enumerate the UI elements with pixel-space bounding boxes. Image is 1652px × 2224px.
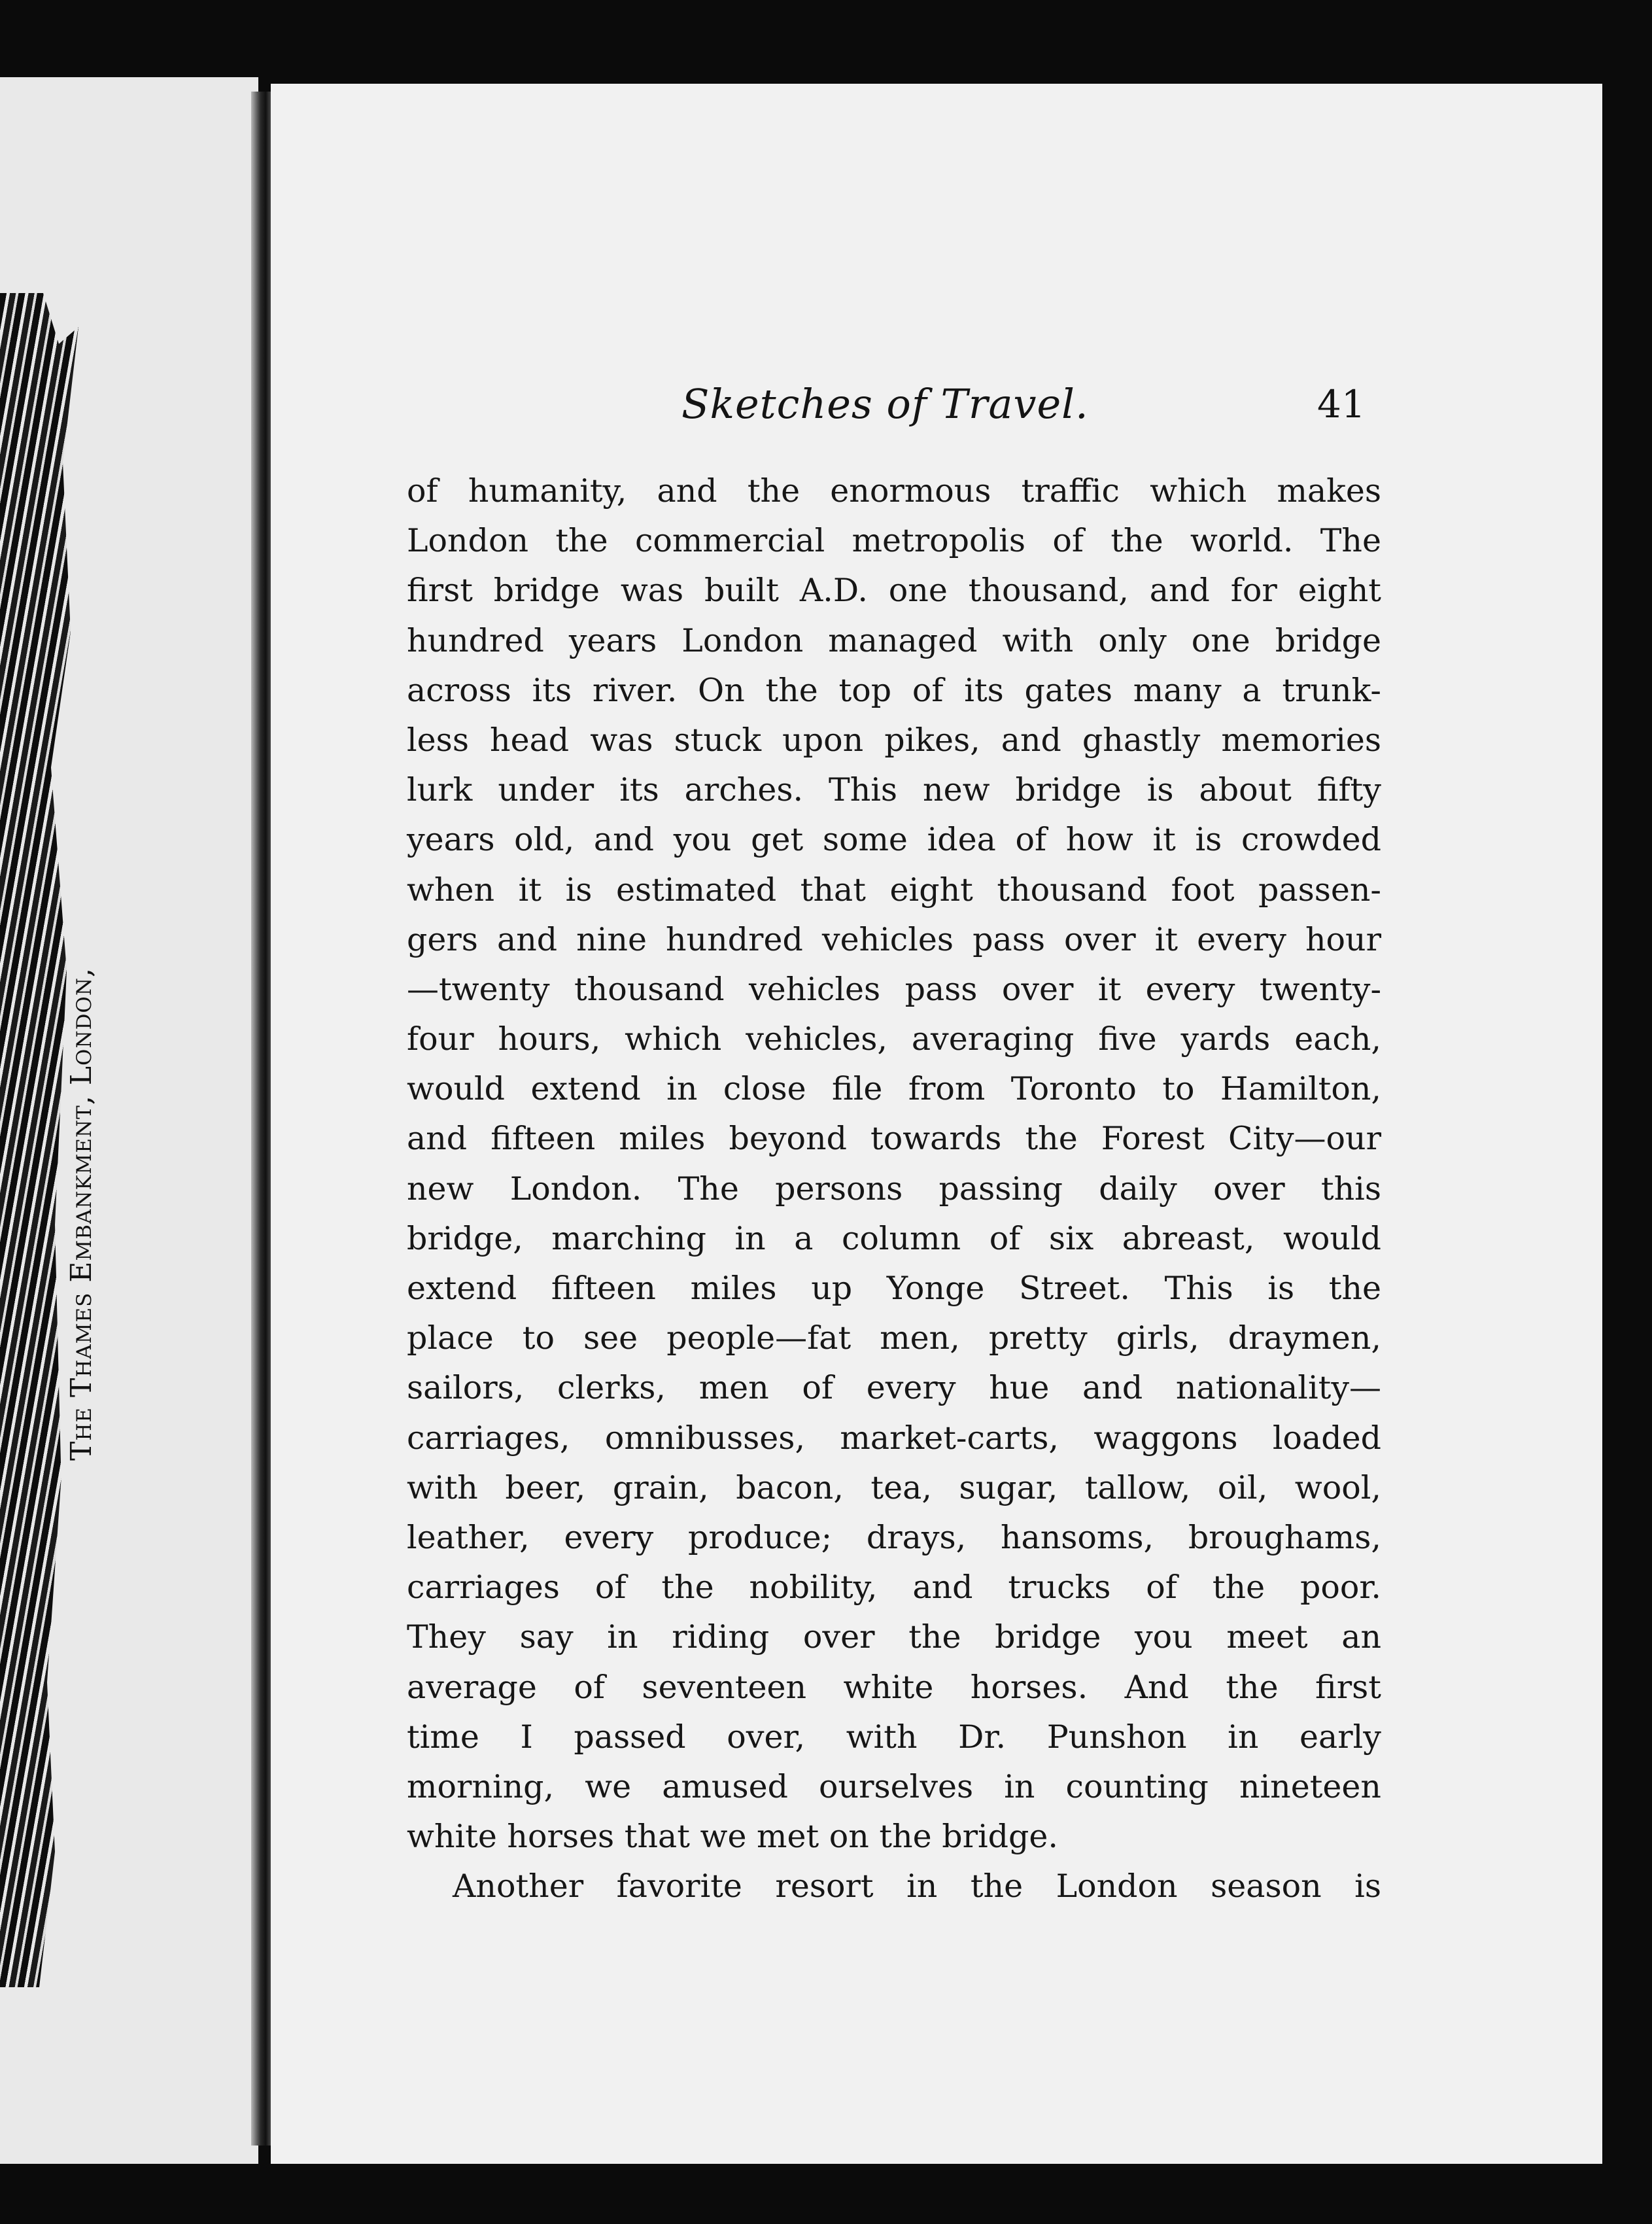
page-number: 41	[1317, 382, 1366, 426]
text-line: four hours, which vehicles, averaging five yards each,	[407, 1020, 1381, 1058]
text-line: place to see people—fat men, pretty girls, draymen,	[407, 1319, 1381, 1357]
text-line: and fifteen miles beyond towards the Forest City—our	[407, 1120, 1381, 1158]
text-line: sailors, clerks, men of every hue and nationality—	[407, 1369, 1381, 1407]
text-line: across its river. On the top of its gates many a trunk-	[407, 671, 1381, 709]
text-line: less head was stuck upon pikes, and ghastly memories	[407, 721, 1381, 759]
text-line: carriages, omnibusses, market-carts, waggons loaded	[407, 1419, 1381, 1457]
text-line: London the commercial metropolis of the world. The	[407, 522, 1381, 560]
text-line: lurk under its arches. This new bridge is about fifty	[407, 771, 1381, 809]
illustration-caption: The Thames Embankment, London,	[65, 967, 98, 1461]
text-line: with beer, grain, bacon, tea, sugar, tallow, oil, wool,	[407, 1468, 1381, 1506]
text-line: gers and nine hundred vehicles pass over it every hour	[407, 920, 1381, 958]
text-line: bridge, marching in a column of six abreast, would	[407, 1219, 1381, 1257]
book-gutter	[251, 92, 272, 2146]
paragraph-end-line: white horses that we met on the bridge.	[407, 1818, 1058, 1856]
text-line: when it is estimated that eight thousand foot passen-	[407, 871, 1381, 909]
text-line: years old, and you get some idea of how it is crowded	[407, 821, 1381, 859]
text-line: first bridge was built A.D. one thousand, and for eight	[407, 572, 1381, 610]
text-line: extend fifteen miles up Yonge Street. This is the	[407, 1270, 1381, 1307]
text-line: of humanity, and the enormous traffic which makes	[407, 472, 1381, 510]
page-header	[271, 378, 1602, 430]
text-line: They say in riding over the bridge you meet an	[407, 1618, 1381, 1656]
paragraph-start-line: Another favorite resort in the London season is	[453, 1868, 1381, 1905]
text-line: would extend in close file from Toronto to Hamilton,	[407, 1070, 1381, 1108]
text-line: average of seventeen white horses. And the first	[407, 1668, 1381, 1706]
text-line: time I passed over, with Dr. Punshon in early	[407, 1718, 1381, 1756]
text-line: carriages of the nobility, and trucks of the poor.	[407, 1569, 1381, 1607]
text-line: hundred years London managed with only one bridge	[407, 621, 1381, 659]
running-title: Sketches of Travel.	[681, 380, 1089, 428]
text-line: —twenty thousand vehicles pass over it every twenty-	[407, 970, 1381, 1008]
page-41	[271, 84, 1602, 2164]
text-line: leather, every produce; drays, hansoms, broughams,	[407, 1518, 1381, 1556]
text-line: morning, we amused ourselves in counting nineteen	[407, 1767, 1381, 1805]
facing-page	[0, 77, 258, 2164]
body-text	[407, 466, 1381, 1911]
text-line: new London. The persons passing daily over this	[407, 1170, 1381, 1208]
